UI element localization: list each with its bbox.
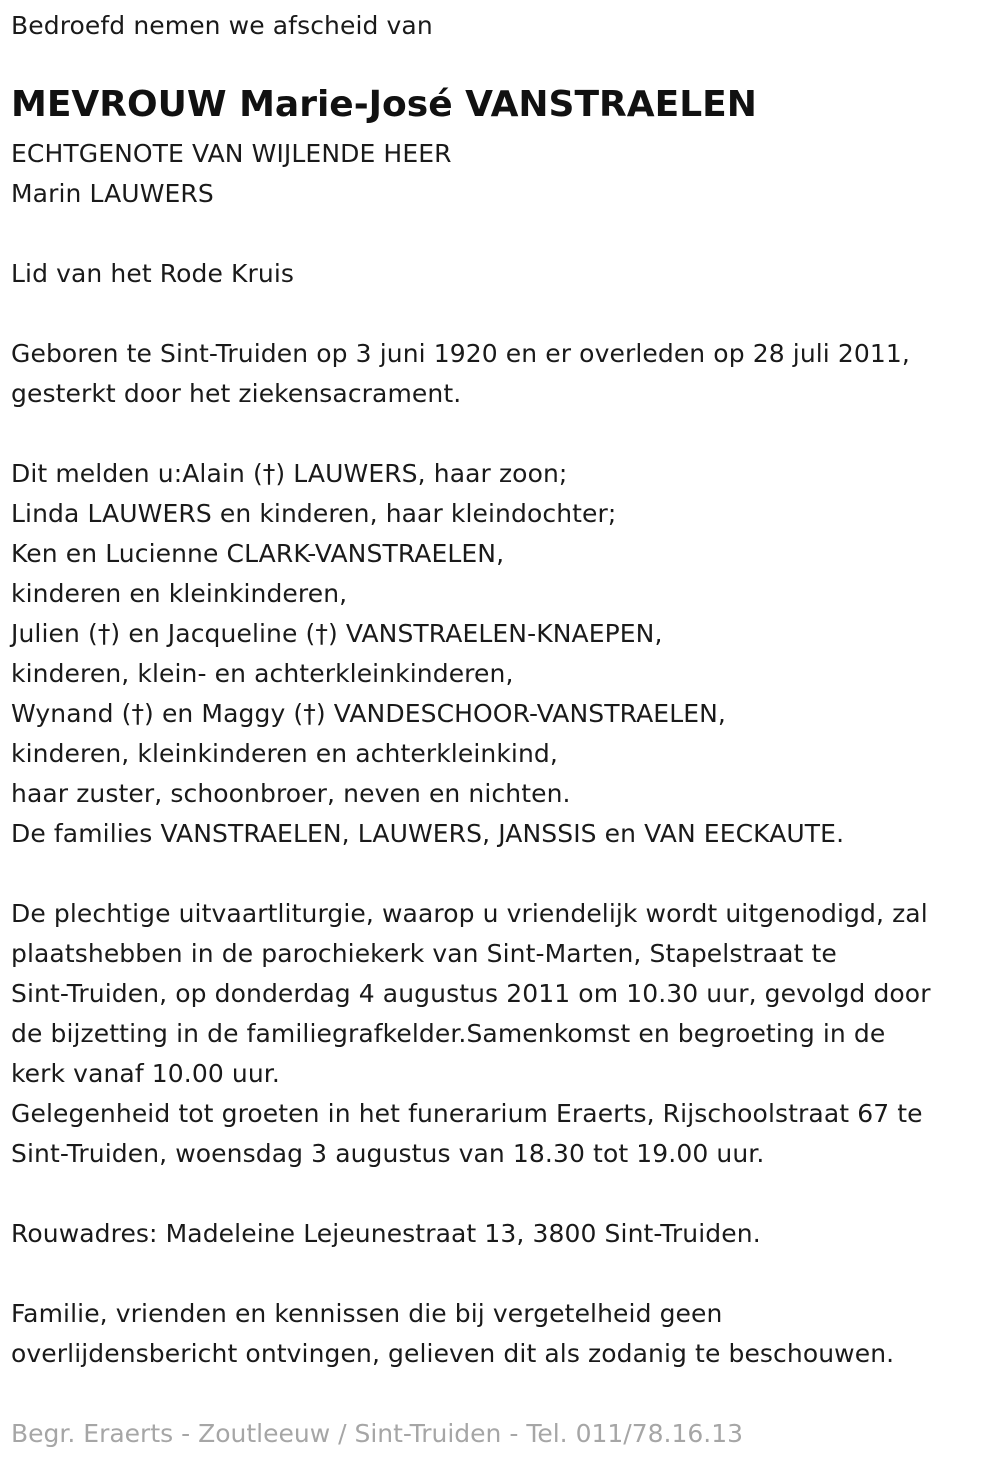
address-block [11, 1214, 761, 1254]
family-line: kinderen en kleinkinderen, [11, 579, 348, 608]
family-line: De families VANSTRAELEN, LAUWERS, JANSSIS en VAN EECKAUTE. [11, 819, 845, 848]
family-line: kinderen, klein- en achterkleinkinderen, [11, 659, 514, 688]
funeral-home-footer: Begr. Eraerts - Zoutleeuw / Sint-Truiden - Tel. 011/78.16.13 [11, 1419, 744, 1448]
spouse-block [11, 134, 452, 214]
birth-death-block [11, 334, 910, 414]
membership-block [11, 254, 294, 294]
family-line: haar zuster, schoonbroer, neven en nichten. [11, 779, 571, 808]
membership-text: Lid van het Rode Kruis [11, 259, 294, 288]
family-line: Linda LAUWERS en kinderen, haar kleindochter; [11, 499, 617, 528]
mourning-address: Rouwadres: Madeleine Lejeunestraat 13, 3800 Sint-Truiden. [11, 1219, 761, 1248]
family-line: kinderen, kleinkinderen en achterkleinkind, [11, 739, 558, 768]
deceased-name: MEVROUW Marie-José VANSTRAELEN [11, 84, 757, 125]
liturgy-line: de bijzetting in de familiegrafkelder.Samenkomst en begroeting in de [11, 1019, 886, 1048]
liturgy-line: Sint-Truiden, woensdag 3 augustus van 18.30 tot 19.00 uur. [11, 1139, 765, 1168]
liturgy-line: plaatshebben in de parochiekerk van Sint-Marten, Stapelstraat te [11, 939, 837, 968]
family-line: Dit melden u:Alain (†) LAUWERS, haar zoon; [11, 459, 568, 488]
spouse-line: ECHTGENOTE VAN WIJLENDE HEER [11, 139, 452, 168]
liturgy-line: De plechtige uitvaartliturgie, waarop u vriendelijk wordt uitgenodigd, zal [11, 899, 928, 928]
note-block [11, 1294, 894, 1374]
note-line: overlijdensbericht ontvingen, gelieven dit als zodanig te beschouwen. [11, 1339, 895, 1368]
family-block [11, 454, 844, 854]
family-line: Ken en Lucienne CLARK-VANSTRAELEN, [11, 539, 505, 568]
liturgy-line: Gelegenheid tot groeten in het funerarium Eraerts, Rijschoolstraat 67 te [11, 1099, 923, 1128]
family-line: Wynand (†) en Maggy (†) VANDESCHOOR-VANSTRAELEN, [11, 699, 726, 728]
liturgy-line: Sint-Truiden, op donderdag 4 augustus 2011 om 10.30 uur, gevolgd door [11, 979, 931, 1008]
liturgy-line: kerk vanaf 10.00 uur. [11, 1059, 280, 1088]
birth-death-line: Geboren te Sint-Truiden op 3 juni 1920 en er overleden op 28 juli 2011, [11, 339, 910, 368]
intro-text: Bedroefd nemen we afscheid van [11, 11, 433, 40]
note-line: Familie, vrienden en kennissen die bij vergetelheid geen [11, 1299, 723, 1328]
spouse-name: Marin LAUWERS [11, 179, 214, 208]
liturgy-block [11, 894, 931, 1174]
family-line: Julien (†) en Jacqueline (†) VANSTRAELEN-KNAEPEN, [11, 619, 663, 648]
birth-death-line: gesterkt door het ziekensacrament. [11, 379, 462, 408]
